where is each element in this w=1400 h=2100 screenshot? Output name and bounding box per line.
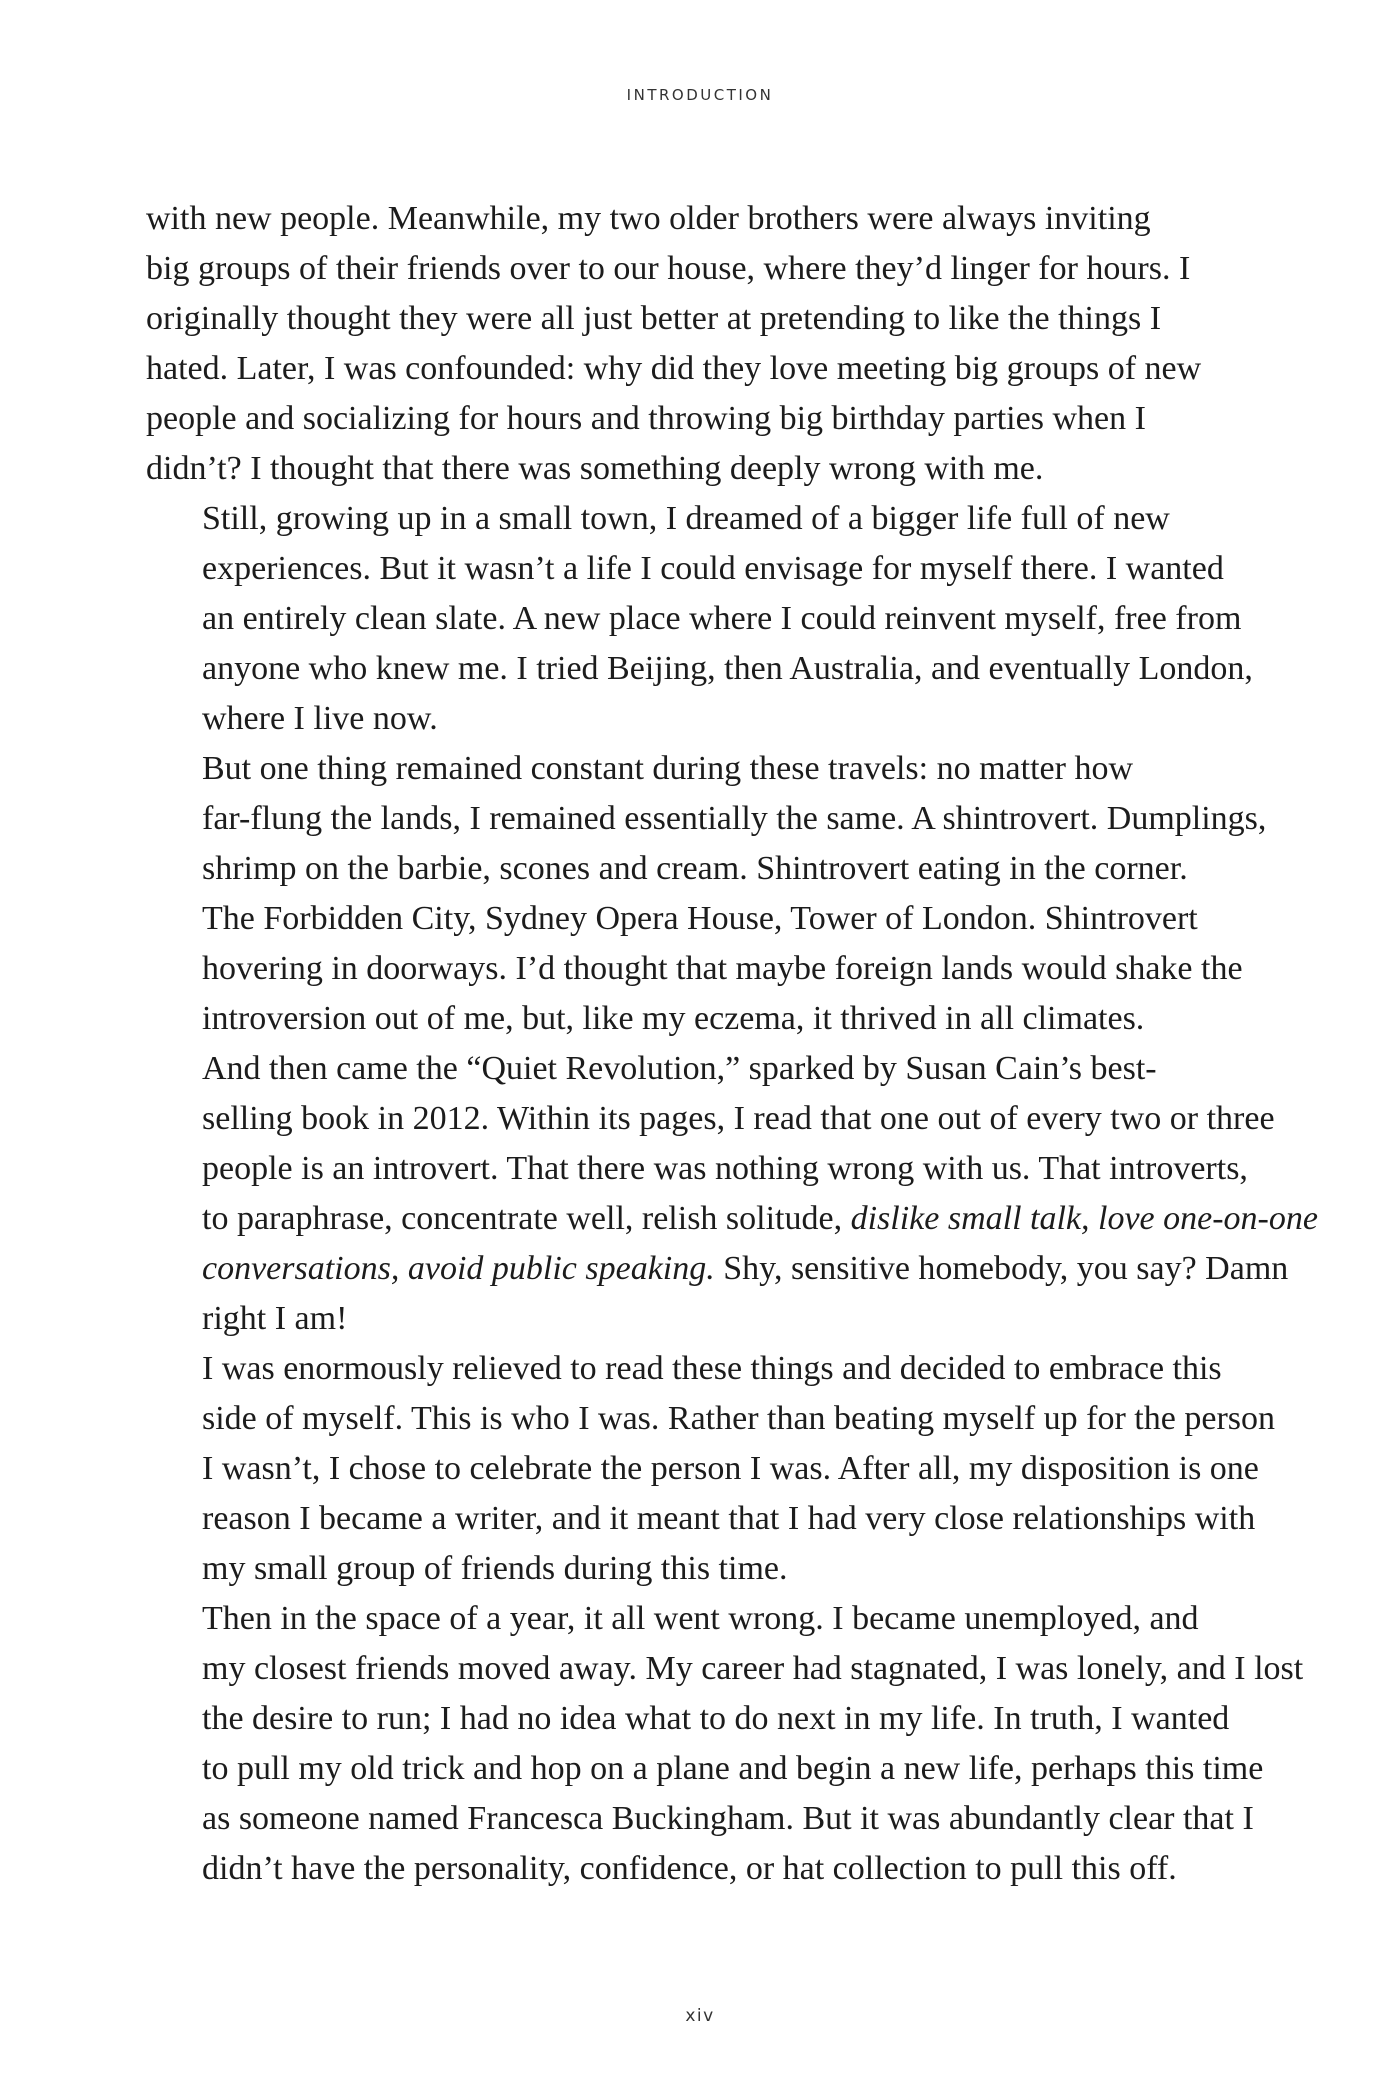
text-line: right I am!: [202, 1300, 348, 1337]
running-head: INTRODUCTION: [626, 86, 774, 104]
page-number: xiv: [685, 2006, 715, 2026]
paragraph-6: [146, 1594, 1304, 1894]
text-line: But one thing remained constant during these travels: no matter how: [202, 750, 1133, 787]
text-line: I wasn’t, I chose to celebrate the person I was. After all, my disposition is one: [202, 1450, 1259, 1487]
text-line: to pull my old trick and hop on a plane and begin a new life, perhaps this time: [202, 1750, 1264, 1787]
text-line: people is an introvert. That there was nothing wrong with us. That introverts,: [202, 1150, 1248, 1187]
body-text: [146, 194, 1318, 1894]
text-line: originally thought they were all just better at pretending to like the things I: [146, 300, 1162, 337]
text-line: the desire to run; I had no idea what to do next in my life. In truth, I wanted: [202, 1700, 1230, 1737]
text-line: didn’t? I thought that there was something deeply wrong with me.: [146, 450, 1044, 487]
text-line: people and socializing for hours and throwing big birthday parties when I: [146, 400, 1146, 437]
text-run: to paraphrase, concentrate well, relish solitude,: [202, 1200, 851, 1237]
text-line: [146, 1244, 1289, 1294]
text-line: big groups of their friends over to our house, where they’d linger for hours. I: [146, 250, 1191, 287]
text-line: I was enormously relieved to read these things and decided to embrace this: [202, 1350, 1222, 1387]
text-line: with new people. Meanwhile, my two older brothers were always inviting: [146, 200, 1151, 237]
text-line: didn’t have the personality, confidence, or hat collection to pull this off.: [202, 1850, 1177, 1887]
text-line: as someone named Francesca Buckingham. But it was abundantly clear that I: [202, 1800, 1254, 1837]
text-line: And then came the “Quiet Revolution,” sparked by Susan Cain’s best-: [202, 1050, 1157, 1087]
text-line: anyone who knew me. I tried Beijing, then Australia, and eventually London,: [202, 650, 1253, 687]
text-line: hovering in doorways. I’d thought that maybe foreign lands would shake the: [202, 950, 1243, 987]
text-line: Then in the space of a year, it all went wrong. I became unemployed, and: [202, 1600, 1199, 1637]
text-line: far-flung the lands, I remained essentially the same. A shintrovert. Dumplings,: [202, 800, 1267, 837]
text-line: side of myself. This is who I was. Rather than beating myself up for the person: [202, 1400, 1275, 1437]
text-line: introversion out of me, but, like my eczema, it thrived in all climates.: [202, 1000, 1145, 1037]
text-line: shrimp on the barbie, scones and cream. Shintrovert eating in the corner.: [202, 850, 1188, 887]
italic-text: conversations, avoid public speaking.: [202, 1250, 715, 1287]
text-line: selling book in 2012. Within its pages, I read that one out of every two or three: [202, 1100, 1275, 1137]
paragraph-4: [146, 1044, 1318, 1344]
text-line: an entirely clean slate. A new place where I could reinvent myself, free from: [202, 600, 1242, 637]
italic-text: dislike small talk, love one-on-one: [850, 1200, 1318, 1237]
paragraph-3: [146, 744, 1267, 1044]
paragraph-1: [146, 194, 1231, 494]
text-line: experiences. But it wasn’t a life I could envisage for myself there. I wanted: [202, 550, 1224, 587]
text-run: Shy, sensitive homebody, you say? Damn: [714, 1250, 1289, 1287]
text-line: where I live now.: [202, 700, 438, 737]
paragraph-2: [146, 494, 1253, 744]
text-line: reason I became a writer, and it meant that I had very close relationships with: [202, 1500, 1256, 1537]
text-line: my closest friends moved away. My career had stagnated, I was lonely, and I lost: [202, 1650, 1304, 1687]
text-line: [146, 1194, 1318, 1244]
text-line: Still, growing up in a small town, I dreamed of a bigger life full of new: [202, 500, 1170, 537]
text-line: my small group of friends during this time.: [202, 1550, 788, 1587]
text-line: The Forbidden City, Sydney Opera House, Tower of London. Shintrovert: [202, 900, 1198, 937]
paragraph-5: [146, 1344, 1275, 1594]
text-line: hated. Later, I was confounded: why did they love meeting big groups of new: [146, 350, 1202, 387]
